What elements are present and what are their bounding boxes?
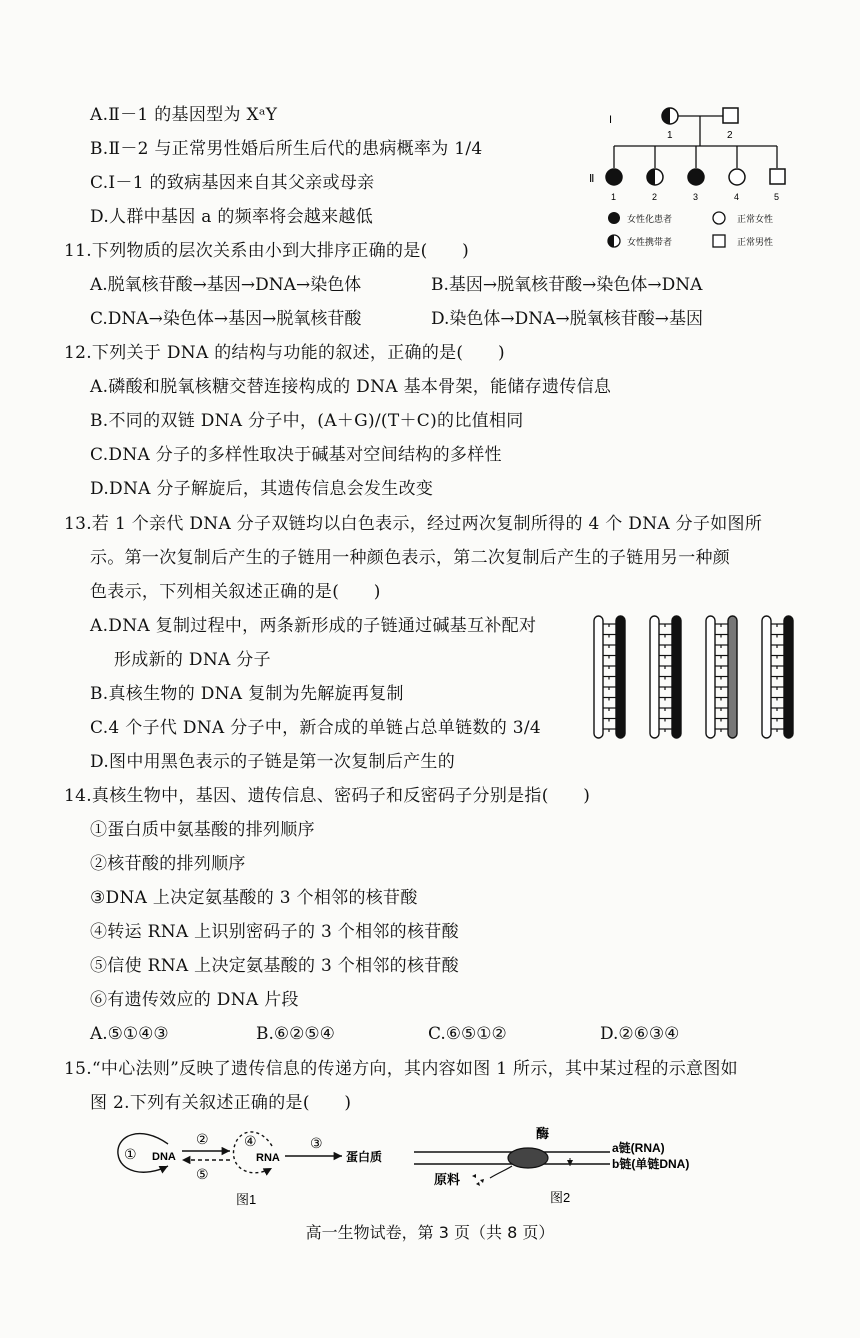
q13-option-b: B.真核生物的 DNA 复制为先解旋再复制 bbox=[90, 684, 404, 704]
q14-item-5: ⑤信使 RNA 上决定氨基酸的 3 个相邻的核苷酸 bbox=[90, 956, 459, 976]
label-circle-5: ⑤ bbox=[196, 1166, 209, 1182]
q10-option-c: C.I－1 的致病基因来自其父亲或母亲 bbox=[90, 173, 375, 193]
label-circle-3: ③ bbox=[310, 1135, 323, 1151]
q13-option-d: D.图中用黑色表示的子链是第一次复制后产生的 bbox=[90, 752, 456, 772]
dna-molecule bbox=[762, 616, 793, 738]
q14-option-a: A.⑤①④③ bbox=[90, 1024, 169, 1044]
figure-2-transcription bbox=[410, 1120, 740, 1210]
dna-label: DNA bbox=[152, 1151, 176, 1163]
normal-female-symbol bbox=[729, 169, 745, 185]
enzyme-shape bbox=[508, 1148, 548, 1168]
q13-option-a-line-1: A.DNA 复制过程中，两条新形成的子链通过碱基互补配对 bbox=[90, 616, 537, 636]
legend-female-patient: 女性化患者 bbox=[627, 214, 673, 224]
q13-stem-line-3: 色表示，下列相关叙述正确的是( ) bbox=[90, 582, 381, 602]
q14-option-c: C.⑥⑤①② bbox=[428, 1024, 507, 1044]
ii-5-number: 5 bbox=[774, 192, 780, 202]
q14-option-b: B.⑥②⑤④ bbox=[256, 1024, 335, 1044]
i-1-number: 1 bbox=[667, 130, 673, 141]
q14-item-1: ①蛋白质中氨基酸的排列顺序 bbox=[90, 820, 315, 840]
dna-replication-figure bbox=[588, 612, 803, 742]
label-circle-2: ② bbox=[196, 1131, 209, 1147]
enzyme-label: 酶 bbox=[536, 1126, 550, 1141]
carrier-female-symbol bbox=[662, 108, 678, 124]
protein-label: 蛋白质 bbox=[346, 1150, 383, 1164]
legend-normal-male: 正常男性 bbox=[737, 237, 774, 247]
q14-item-6: ⑥有遗传效应的 DNA 片段 bbox=[90, 990, 299, 1010]
normal-male-symbol bbox=[723, 108, 738, 123]
gen-1-label: I bbox=[609, 114, 613, 126]
q12-option-c: C.DNA 分子的多样性取决于碱基对空间结构的多样性 bbox=[90, 445, 502, 465]
q10-option-d: D.人群中基因 a 的频率将会越来越低 bbox=[90, 207, 374, 227]
q12-option-b: B.不同的双链 DNA 分子中，(A＋G)/(T＋C)的比值相同 bbox=[90, 411, 524, 431]
q14-item-4: ④转运 RNA 上识别密码子的 3 个相邻的核苷酸 bbox=[90, 922, 459, 942]
patient-female-symbol bbox=[688, 169, 704, 185]
gen-2-label: Ⅱ bbox=[589, 173, 595, 185]
q14-item-3: ③DNA 上决定氨基酸的 3 个相邻的核苷酸 bbox=[90, 888, 418, 908]
q14-stem: 14.真核生物中，基因、遗传信息、密码子和反密码子分别是指( ) bbox=[64, 786, 591, 806]
label-circle-1: ① bbox=[124, 1146, 137, 1162]
i-2-number: 2 bbox=[727, 130, 733, 141]
q13-stem-line-1: 13.若 1 个亲代 DNA 分子双链均以白色表示，经过两次复制所得的 4 个 DNA 分子如图所 bbox=[64, 514, 763, 534]
legend-normal-female: 正常女性 bbox=[737, 214, 774, 224]
material-label: 原料 bbox=[434, 1172, 461, 1187]
page-footer: 高一生物试卷，第 3 页（共 8 页） bbox=[305, 1223, 555, 1242]
q11-stem: 11.下列物质的层次关系由小到大排序正确的是( ) bbox=[64, 241, 470, 261]
q11-option-d: D.染色体→DNA→脱氧核苷酸→基因 bbox=[431, 309, 703, 329]
dna-molecule bbox=[594, 616, 625, 738]
dna-molecule bbox=[650, 616, 681, 738]
q13-option-a-line-2: 形成新的 DNA 分子 bbox=[114, 650, 271, 670]
q12-option-d: D.DNA 分子解旋后，其遗传信息会发生改变 bbox=[90, 479, 434, 499]
carrier-female-symbol bbox=[647, 169, 663, 185]
ii-4-number: 4 bbox=[734, 192, 740, 202]
q13-stem-line-2: 示。第一次复制后产生的子链用一种颜色表示，第二次复制后产生的子链用另一种颜 bbox=[90, 548, 731, 568]
dna-molecule bbox=[706, 616, 737, 738]
q14-item-2: ②核苷酸的排列顺序 bbox=[90, 854, 246, 874]
q11-option-a: A.脱氧核苷酸→基因→DNA→染色体 bbox=[90, 275, 362, 295]
q12-option-a: A.磷酸和脱氧核糖交替连接构成的 DNA 基本骨架，能储存遗传信息 bbox=[90, 377, 612, 397]
b-chain-label: b链(单链DNA) bbox=[612, 1157, 690, 1171]
legend-normal-female-symbol bbox=[713, 212, 725, 224]
label-circle-4: ④ bbox=[244, 1133, 257, 1149]
ii-2-number: 2 bbox=[652, 192, 658, 202]
q10-option-b: B.Ⅱ－2 与正常男性婚后所生后代的患病概率为 1/4 bbox=[90, 139, 483, 159]
ii-3-number: 3 bbox=[693, 192, 699, 202]
figure-1-central-dogma bbox=[110, 1124, 410, 1208]
q13-option-c: C.4 个子代 DNA 分子中，新合成的单链占总单链数的 3/4 bbox=[90, 718, 541, 738]
rna-label: RNA bbox=[256, 1152, 280, 1164]
figure-1-caption: 图1 bbox=[236, 1192, 257, 1207]
legend-normal-male-symbol bbox=[713, 235, 725, 247]
normal-male-symbol bbox=[770, 169, 785, 184]
q10-option-a: A.Ⅱ－1 的基因型为 XᵃY bbox=[90, 105, 278, 125]
q11-option-c: C.DNA→染色体→基因→脱氧核苷酸 bbox=[90, 309, 362, 329]
figure-2-caption: 图2 bbox=[550, 1190, 571, 1205]
q12-stem: 12.下列关于 DNA 的结构与功能的叙述，正确的是( ) bbox=[64, 343, 505, 363]
legend-carrier-symbol bbox=[608, 235, 620, 247]
legend-female-carrier: 女性携带者 bbox=[627, 237, 673, 247]
q14-option-d: D.②⑥③④ bbox=[600, 1024, 680, 1044]
a-chain-label: a链(RNA) bbox=[612, 1141, 665, 1155]
legend-patient-symbol bbox=[608, 212, 620, 224]
pedigree-chart bbox=[585, 98, 805, 258]
q11-option-b: B.基因→脱氧核苷酸→染色体→DNA bbox=[431, 275, 703, 295]
ii-1-number: 1 bbox=[611, 192, 617, 202]
q15-stem-line-1: 15.“中心法则”反映了遗传信息的传递方向，其内容如图 1 所示，其中某过程的示意图如 bbox=[64, 1059, 738, 1079]
q15-stem-line-2: 图 2.下列有关叙述正确的是( ) bbox=[90, 1093, 352, 1113]
patient-female-symbol bbox=[606, 169, 622, 185]
